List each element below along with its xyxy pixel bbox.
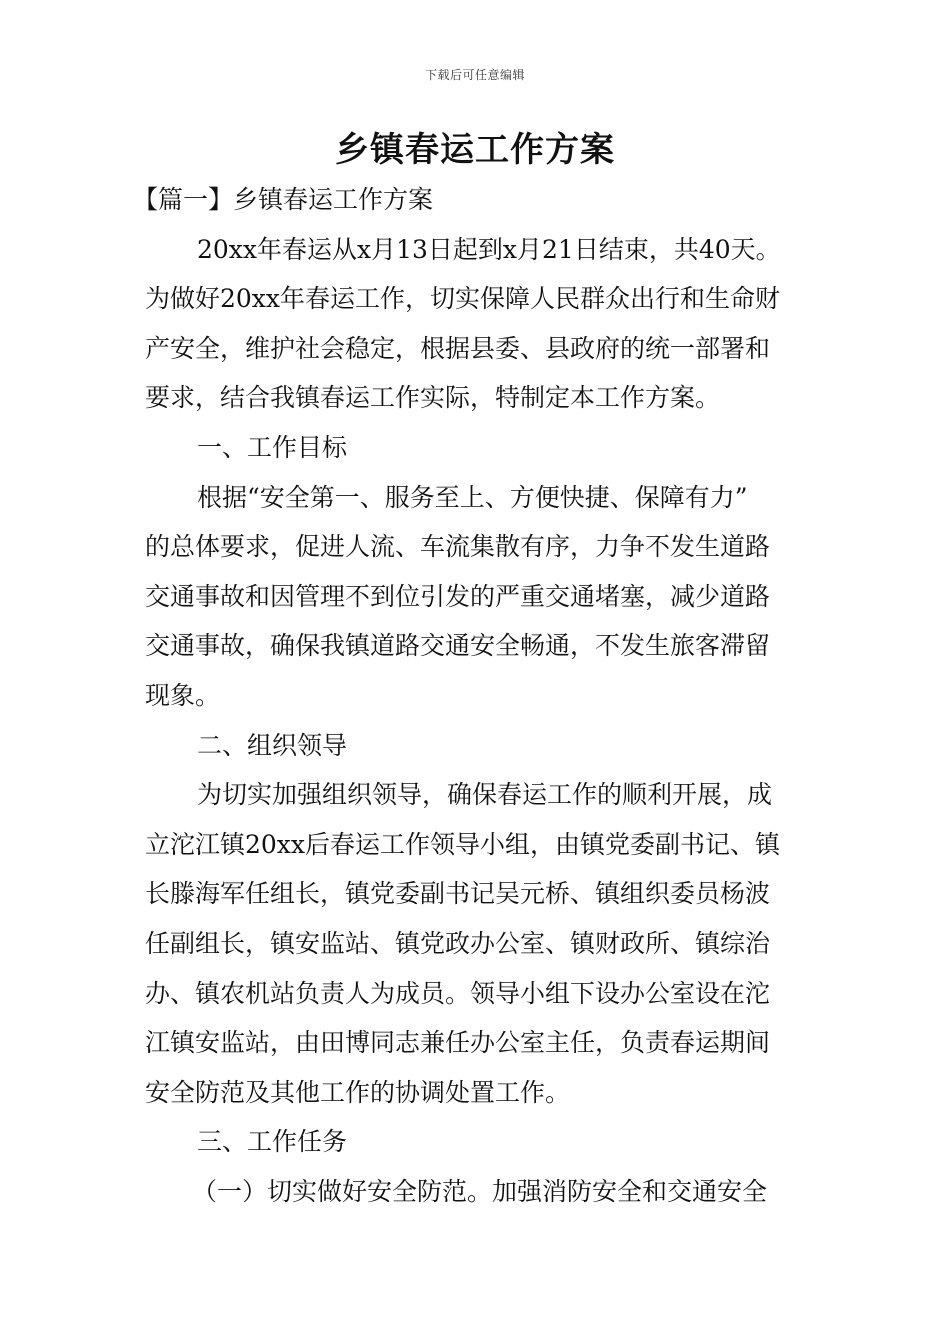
paragraph-line: 产安全，维护社会稳定，根据县委、县政府的统一部署和 xyxy=(145,333,771,363)
paragraph-line: 为做好20xx年春运工作，切实保障人民群众出行和生命财 xyxy=(145,284,781,314)
paragraph-line: 的总体要求，促进人流、车流集散有序，力争不发生道路 xyxy=(145,532,771,562)
paragraph-line: 安全防范及其他工作的协调处置工作。 xyxy=(145,1077,571,1107)
document-body xyxy=(133,175,813,1216)
paragraph-line: 为切实加强组织领导，确保春运工作的顺利开展，成 xyxy=(197,780,773,810)
paragraph-line: 根据“安全第一、服务至上、方便快捷、保障有力” xyxy=(197,482,748,512)
section-heading: 二、组织领导 xyxy=(197,730,348,760)
paragraph-line: （一）切实做好安全防范。加强消防安全和交通安全 xyxy=(192,1176,768,1206)
paragraph-line: 长滕海军任组长，镇党委副书记吴元桥、镇组织委员杨波 xyxy=(145,879,771,909)
part-heading: 【篇一】乡镇春运工作方案 xyxy=(133,185,434,214)
header-note: 下载后可任意编辑 xyxy=(424,68,525,82)
paragraph-line: 现象。 xyxy=(145,680,221,710)
section-heading: 一、工作目标 xyxy=(197,432,348,462)
paragraph-line: 办、镇农机站负责人为成员。领导小组下设办公室设在沱 xyxy=(145,978,771,1008)
paragraph-line: 江镇安监站，由田博同志兼任办公室主任，负责春运期间 xyxy=(145,1028,771,1058)
paragraph-line: 要求，结合我镇春运工作实际，特制定本工作方案。 xyxy=(145,383,721,413)
section-heading: 三、工作任务 xyxy=(197,1127,348,1157)
paragraph-line: 交通事故和因管理不到位引发的严重交通堵塞，减少道路 xyxy=(145,581,771,611)
document-title: 乡镇春运工作方案 xyxy=(335,130,615,170)
paragraph-line: 交通事故，确保我镇道路交通安全畅通，不发生旅客滞留 xyxy=(145,631,771,661)
paragraph-line: 任副组长，镇安监站、镇党政办公室、镇财政所、镇综治 xyxy=(145,928,771,958)
paragraph-line: 20xx年春运从x月13日起到x月21日结束，共40天。 xyxy=(197,234,781,264)
paragraph-line: 立沱江镇20xx后春运工作领导小组，由镇党委副书记、镇 xyxy=(145,829,781,859)
